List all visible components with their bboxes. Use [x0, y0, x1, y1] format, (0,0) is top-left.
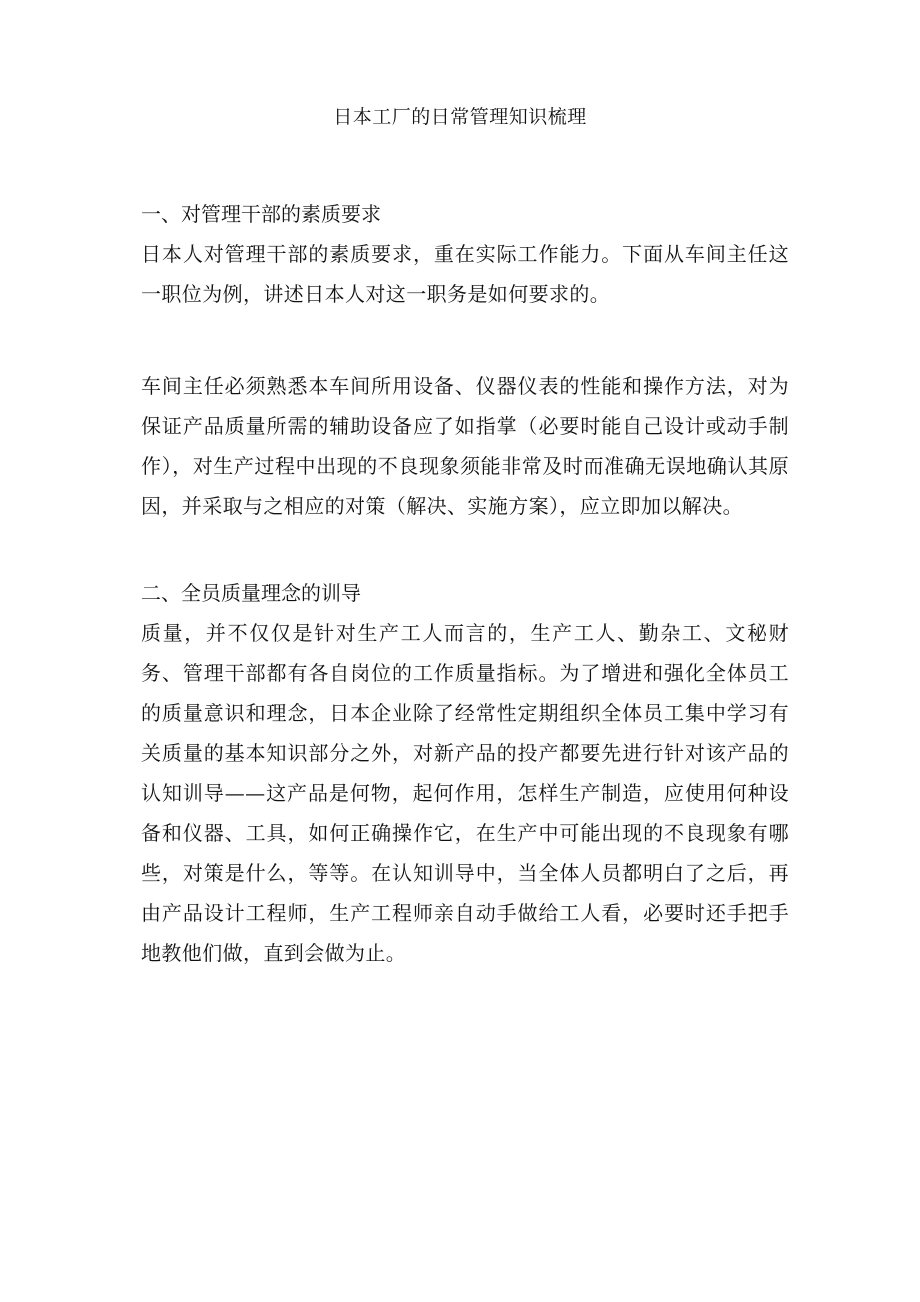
paragraph: 日本人对管理干部的素质要求，重在实际工作能力。下面从车间主任这一职位为例，讲述日本人对这一职务是如何要求的。	[141, 242, 789, 306]
spacer	[141, 314, 789, 366]
document-body	[141, 199, 789, 973]
section-quality-requirements	[141, 199, 789, 526]
paragraph: 车间主任必须熟悉本车间所用设备、仪器仪表的性能和操作方法，对为保证产品质量所需的辅助设备应了如指掌（必要时能自己设计或动手制作），对生产过程中出现的不良现象须能非常及时而准确无误地确认其原因，并采取与之相应的对策（解决、实施方案），应立即加以解决。	[141, 374, 789, 518]
section-heading: 二、全员质量理念的训导	[141, 581, 361, 605]
document-title: 日本工厂的日常管理知识梳理	[333, 106, 587, 128]
paragraph: 质量，并不仅仅是针对生产工人而言的，生产工人、勤杂工、文秘财务、管理干部都有各自岗位的工作质量指标。为了增进和强化全体员工的质量意识和理念，日本企业除了经常性定期组织全体员工集中学习有关质量的基本知识部分之外，对新产品的投产都要先进行针对该产品的认知训导——这产品是何物，起何作用，怎样生产制造，应使用何种设备和仪器、工具，如何正确操作它，在生产中可能出现的不良现象有哪些，对策是什么，等等。在认知训导中，当全体人员都明白了之后，再由产品设计工程师，生产工程师亲自动手做给工人看，必要时还手把手地教他们做，直到会做为止。	[141, 621, 789, 965]
section-heading: 一、对管理干部的素质要求	[141, 202, 381, 226]
spacer	[141, 526, 789, 578]
section-quality-training	[141, 578, 789, 973]
